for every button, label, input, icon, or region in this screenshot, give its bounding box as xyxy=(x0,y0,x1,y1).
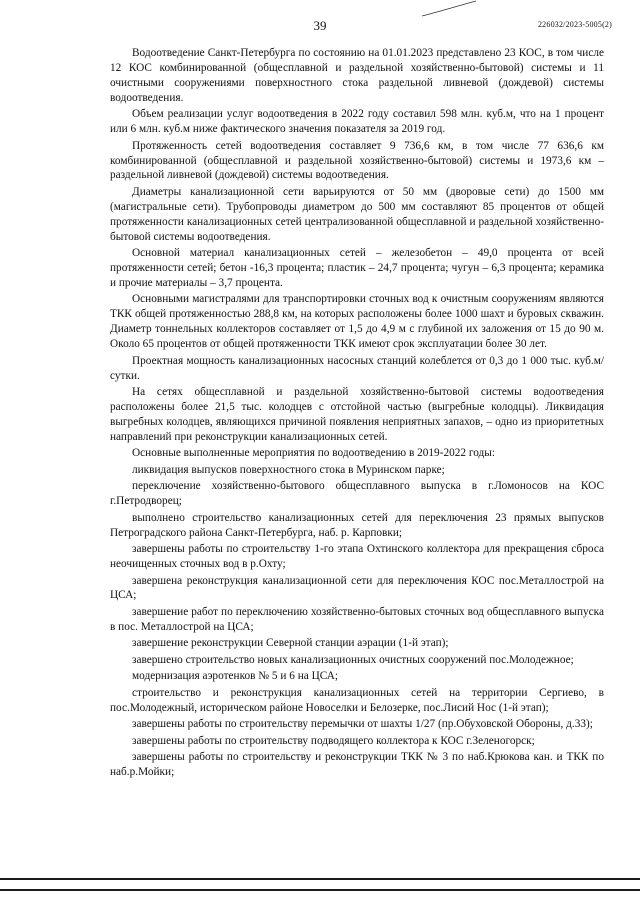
list-item: завершены работы по строительству перемычки от шахты 1/27 (пр.Обуховской Обороны, д.33); xyxy=(132,718,593,731)
list-item: выполнено строительство канализационных сетей для переключения 23 прямых выпусков Петроградского района Санкт-Петербурга, наб. р. Карповки; xyxy=(110,511,604,539)
list-item: модернизация аэротенков № 5 и 6 на ЦСА; xyxy=(132,670,339,683)
paragraph: Протяженность сетей водоотведения составляет 9 736,6 км, в том числе 77 636,6 км комбинированной (общесплавной и раздельной хозяйственно-бытовой) системы и 1973,6 км – раздельной ливневой (дождевой) системы водоотведения. xyxy=(110,139,604,182)
paragraph: Водоотведение Санкт-Петербурга по состоянию на 01.01.2023 представлено 23 КОС, в том числе 12 КОС комбинированной (общесплавной и раздельной хозяйственно-бытовой) системы и 11 очистными сооружениями поверхностного стока раздельной ливневой (дождевой) системы водоотведения. xyxy=(110,47,604,104)
document-body xyxy=(110,46,604,782)
list-item: завершено строительство новых канализационных очистных сооружений пос.Молодежное; xyxy=(132,653,574,666)
list-item: завершены работы по строительству 1-го этапа Охтинского коллектора для прекращения сброса неочищенных сточных вод в р.Охту; xyxy=(110,543,604,571)
list-item: строительство и реконструкция канализационных сетей на территории Сергиево, в пос.Молодежный, историческом районе Новоселки и Белозерке, пос.Лисий Нос (1-й этап); xyxy=(110,686,604,714)
list-item: переключение хозяйственно-бытового общесплавного выпуска в г.Ломоносов на КОС г.Петродворец; xyxy=(110,480,604,508)
paragraph: Основные выполненные мероприятия по водоотведению в 2019-2022 годы: xyxy=(132,447,496,460)
footer-rule-bottom xyxy=(0,889,640,891)
page-number: 39 xyxy=(313,18,327,33)
paragraph: Основной материал канализационных сетей – железобетон – 49,0 процента от всей протяженности сетей; бетон -16,3 процента; пластик – 24,7 процента; чугун – 6,3 процента; керамика и прочие материалы – 3,7 процента. xyxy=(110,247,604,289)
paragraph: Основными магистралями для транспортировки сточных вод к очистным сооружениям являются ТКК общей протяженностью 288,8 км, на которых расположены более 1000 шахт и буровых скважин. Диаметр тоннельных коллекторов составляет от 1,5 до 4,9 м с глубиной их заложения от 15 до 90 м. Около 65 процентов от общей протяженности ТКК имеют срок эксплуатации более 30 лет. xyxy=(110,293,604,351)
list-item: завершены работы по строительству и реконструкции ТКК № 3 по наб.Крюкова кан. и ТКК по наб.р.Мойки; xyxy=(110,751,604,779)
document-code: 226032/2023-5005(2) xyxy=(537,20,612,29)
paragraph: Объем реализации услуг водоотведения в 2022 году составил 598 млн. куб.м, что на 1 процент или 6 млн. куб.м ниже фактического значения показателя за 2019 год. xyxy=(110,108,604,136)
list-item: завершена реконструкция канализационной сети для переключения КОС пос.Металлострой на ЦСА; xyxy=(110,574,604,602)
paragraph: Проектная мощность канализационных насосных станций колеблется от 0,3 до 1 000 тыс. куб.м/сутки. xyxy=(110,354,604,382)
paragraph: Диаметры канализационной сети варьируются от 50 мм (дворовые сети) до 1500 мм (магистральные сети). Трубопроводы диаметром до 500 мм составляют 85 процентов от общей протяженности канализационных сетей централизованной общесплавной и раздельной хозяйственно-бытовой системы водоотведения. xyxy=(110,185,604,243)
footer-rule-top xyxy=(0,878,640,880)
list-item: завершение работ по переключению хозяйственно-бытовых сточных вод общесплавного выпуска в пос. Металлострой на ЦСА; xyxy=(110,605,604,633)
list-item: завершены работы по строительству подводящего коллектора к КОС г.Зеленогорск; xyxy=(132,734,535,747)
list-item: ликвидация выпусков поверхностного стока в Муринском парке; xyxy=(132,463,445,476)
list-item: завершение реконструкции Северной станции аэрации (1-й этап); xyxy=(132,637,449,650)
paragraph: На сетях общесплавной и раздельной хозяйственно-бытовой системы водоотведения расположены более 21,5 тыс. колодцев с отстойной частью (выгребные колодцы). Ликвидация выгребных колодцев, являющихся причиной появления неприятных запахов, – одно из приоритетных направлений при реконструкции канализационных сетей. xyxy=(110,386,604,443)
pen-stroke-mark xyxy=(420,0,480,20)
